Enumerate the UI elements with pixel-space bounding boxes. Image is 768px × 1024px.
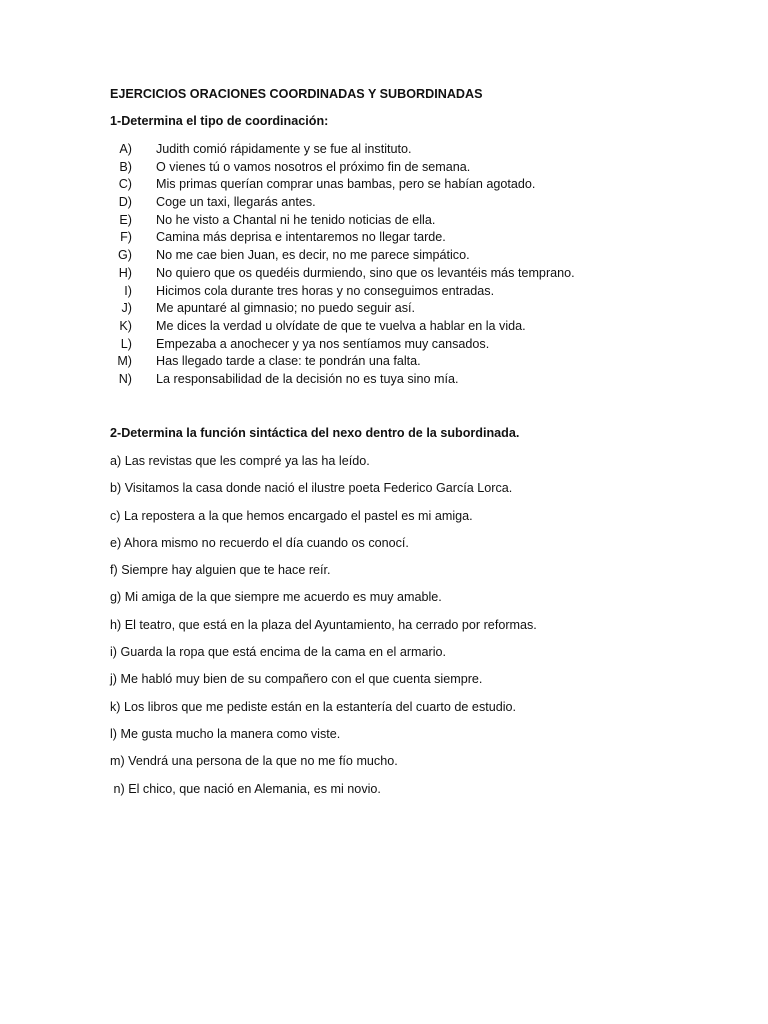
list-item [110,212,575,230]
list-marker: K) [119,318,132,333]
list-item-text: Me dices la verdad u olvídate de que te vuelva a hablar en la vida. [156,318,526,333]
list-item-text: Me apuntaré al gimnasio; no puedo seguir así. [156,301,416,316]
list-marker: J) [121,301,132,316]
list-item: g) Mi amiga de la que siempre me acuerdo es muy amable. [110,590,442,605]
list-marker: C) [118,177,132,192]
list-item-text: La responsabilidad de la decisión no es tuya sino mía. [156,371,459,386]
list-marker: E) [119,212,132,227]
list-marker: N) [118,371,132,386]
list-item [110,176,575,194]
list-item-text: Coge un taxi, llegarás antes. [156,195,316,210]
list-item-text: No he visto a Chantal ni he tenido noticias de ella. [156,212,436,227]
list-marker: D) [118,195,132,210]
list-item: k) Los libros que me pediste están en la estantería del cuarto de estudio. [110,699,517,714]
list-item-text: Camina más deprisa e intentaremos no llegar tarde. [156,230,446,245]
list-item [110,141,575,159]
list-marker: B) [119,159,132,174]
list-item: i) Guarda la ropa que está encima de la cama en el armario. [110,645,447,660]
list-item-text: O vienes tú o vamos nosotros el próximo fin de semana. [156,159,471,174]
list-item: c) La repostera a la que hemos encargado el pastel es mi amiga. [110,508,473,523]
list-item [110,283,575,301]
list-item-text: Has llegado tarde a clase: te pondrán una falta. [156,354,421,369]
list-item [110,159,575,177]
list-item [110,229,575,247]
list-item-text: No me cae bien Juan, es decir, no me parece simpático. [156,248,470,263]
list-item [110,353,575,371]
list-marker: I) [124,283,132,298]
list-item: b) Visitamos la casa donde nació el ilustre poeta Federico García Lorca. [110,481,513,496]
list-item [110,371,575,389]
list-marker: A) [119,142,132,156]
list-marker: G) [118,248,132,263]
list-marker: L) [120,336,132,351]
list-item: m) Vendrá una persona de la que no me fío mucho. [110,754,398,769]
list-item: h) El teatro, que está en la plaza del Ayuntamiento, ha cerrado por reformas. [110,617,537,632]
list-item: f) Siempre hay alguien que te hace reír. [110,563,331,578]
list-item: l) Me gusta mucho la manera como viste. [110,726,341,741]
list-item [110,247,575,265]
list-item [110,318,575,336]
list-item: j) Me habló muy bien de su compañero con el que cuenta siempre. [110,672,483,687]
list-marker: H) [118,265,132,280]
list-item [110,336,575,354]
list-item: a) Las revistas que les compré ya las ha leído. [110,454,370,468]
list-item: e) Ahora mismo no recuerdo el día cuando os conocí. [110,535,409,550]
list-item-text: No quiero que os quedéis durmiendo, sino que os levantéis más temprano. [156,265,575,280]
list-item-text: Empezaba a anochecer y ya nos sentíamos muy cansados. [156,336,490,351]
document-title: EJERCICIOS ORACIONES COORDINADAS Y SUBORDINADAS [110,87,483,101]
list-item-text: Mis primas querían comprar unas bambas, pero se habían agotado. [156,177,536,192]
list-item [110,194,575,212]
coordination-exercise-list [110,141,575,389]
list-marker: M) [117,354,132,369]
section1-heading: 1-Determina el tipo de coordinación: [110,114,329,128]
list-item [110,300,575,318]
list-item-text: Hicimos cola durante tres horas y no conseguimos entradas. [156,283,495,298]
section2-heading: 2-Determina la función sintáctica del nexo dentro de la subordinada. [110,426,520,440]
list-item-text: Judith comió rápidamente y se fue al instituto. [156,142,412,156]
subordination-exercise-list [110,453,537,808]
list-marker: F) [120,230,132,245]
list-item [110,265,575,283]
list-item: n) El chico, que nació en Alemania, es mi novio. [110,781,381,796]
